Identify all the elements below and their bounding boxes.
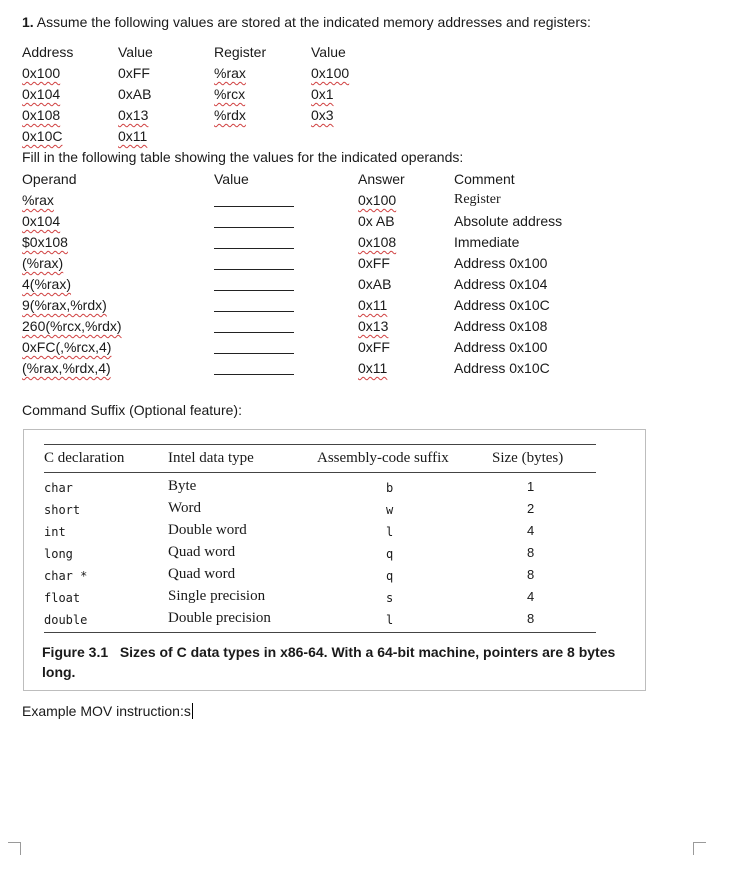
- figure-suffix: l: [386, 525, 394, 539]
- operand-cell: %rax: [22, 192, 54, 208]
- register-value: 0x100: [311, 65, 350, 81]
- page-corner-mark-left: [8, 842, 21, 855]
- figure-intel: Word: [168, 500, 201, 516]
- operand-cell: 0xFC(,%rcx,4): [22, 339, 112, 355]
- operand-header-answer: Answer: [358, 171, 405, 187]
- figure-size: 2: [527, 501, 535, 516]
- operand-cell: 0x104: [22, 213, 61, 229]
- figure-size: 4: [527, 523, 535, 538]
- memory-value: 0xFF: [118, 65, 150, 81]
- answer-cell: 0xAB: [358, 276, 392, 292]
- example-text: Example MOV instruction:s: [22, 703, 191, 719]
- figure-top-rule: [44, 444, 596, 445]
- figure-decl: char: [44, 481, 73, 495]
- figure-header-suffix: Assembly-code suffix: [317, 450, 449, 466]
- operand-header-operand: Operand: [22, 171, 77, 187]
- value-blank[interactable]: [214, 206, 294, 207]
- register-value: 0x3: [311, 107, 334, 123]
- figure-size: 8: [527, 567, 535, 582]
- comment-cell: Address 0x100: [454, 339, 548, 355]
- figure-decl: long: [44, 547, 73, 561]
- figure-suffix: q: [386, 569, 394, 583]
- memory-header-register: Register: [214, 44, 267, 60]
- comment-cell: Immediate: [454, 234, 520, 250]
- figure-intel: Single precision: [168, 588, 266, 604]
- question-text: Assume the following values are stored at the indicated memory addresses and registers:: [33, 14, 591, 30]
- figure-suffix: b: [386, 481, 394, 495]
- figure-3-1-image: [23, 429, 646, 691]
- figure-intel: Quad word: [168, 544, 236, 560]
- operand-cell: 260(%rcx,%rdx): [22, 318, 122, 334]
- value-blank[interactable]: [214, 353, 294, 354]
- figure-intel: Quad word: [168, 566, 236, 582]
- value-blank[interactable]: [214, 290, 294, 291]
- register-name: %rax: [214, 65, 246, 81]
- suffix-heading: Command Suffix (Optional feature):: [22, 402, 242, 418]
- figure-suffix: q: [386, 547, 394, 561]
- figure-intel: Double precision: [168, 610, 271, 626]
- question-number: 1.: [22, 14, 34, 30]
- comment-cell: Address 0x10C: [454, 360, 550, 376]
- value-blank[interactable]: [214, 227, 294, 228]
- comment-cell: Address 0x104: [454, 276, 548, 292]
- operand-cell: 9(%rax,%rdx): [22, 297, 107, 313]
- figure-intel: Double word: [168, 522, 247, 538]
- value-blank[interactable]: [214, 248, 294, 249]
- memory-header-address: Address: [22, 44, 74, 60]
- figure-size: 8: [527, 545, 535, 560]
- comment-cell: Address 0x108: [454, 318, 548, 334]
- comment-cell: Absolute address: [454, 213, 563, 229]
- figure-header-rule: [44, 472, 596, 473]
- figure-decl: short: [44, 503, 81, 517]
- figure-caption-title: Sizes of C data types in x86-64.: [119, 644, 328, 660]
- figure-suffix: w: [386, 503, 394, 517]
- operand-header-comment: Comment: [454, 171, 515, 187]
- value-blank[interactable]: [214, 332, 294, 333]
- comment-cell: Address 0x100: [454, 255, 548, 271]
- answer-cell: 0x11: [358, 297, 388, 313]
- answer-cell: 0x13: [358, 318, 389, 334]
- figure-header-size: Size (bytes): [492, 450, 564, 466]
- memory-header-reg-value: Value: [311, 44, 346, 60]
- figure-size: 4: [527, 589, 535, 604]
- example-line[interactable]: [22, 703, 193, 719]
- memory-address: 0x10C: [22, 128, 63, 144]
- operand-cell: 4(%rax): [22, 276, 72, 292]
- page-corner-mark-right: [693, 842, 706, 855]
- figure-caption-text: With a 64-bit machine, pointers are 8 bytes long.: [42, 644, 616, 680]
- figure-caption-label: Figure 3.1: [42, 644, 109, 660]
- figure-bottom-rule: [44, 632, 596, 633]
- operand-cell: (%rax): [22, 255, 64, 271]
- memory-address: 0x104: [22, 86, 61, 102]
- operand-header-value: Value: [214, 171, 249, 187]
- figure-decl: double: [44, 613, 88, 627]
- register-name: %rdx: [214, 107, 246, 123]
- figure-size: 1: [527, 479, 535, 494]
- value-blank[interactable]: [214, 311, 294, 312]
- comment-cell: Address 0x10C: [454, 297, 550, 313]
- figure-intel: Byte: [168, 478, 197, 494]
- register-name: %rcx: [214, 86, 246, 102]
- memory-value: 0x13: [118, 107, 149, 123]
- memory-value: 0x11: [118, 128, 148, 144]
- figure-decl: int: [44, 525, 66, 539]
- register-value: 0x1: [311, 86, 334, 102]
- memory-value: 0xAB: [118, 86, 152, 102]
- answer-cell: 0xFF: [358, 255, 390, 271]
- figure-decl: char *: [44, 569, 88, 583]
- operand-cell: (%rax,%rdx,4): [22, 360, 111, 376]
- memory-address: 0x100: [22, 65, 61, 81]
- figure-suffix: l: [386, 613, 394, 627]
- answer-cell: 0xFF: [358, 339, 390, 355]
- answer-cell: 0x11: [358, 360, 388, 376]
- value-blank[interactable]: [214, 269, 294, 270]
- figure-header-intel: Intel data type: [168, 450, 254, 466]
- figure-header-decl: C declaration: [44, 450, 125, 466]
- memory-header-value: Value: [118, 44, 153, 60]
- answer-cell: 0x AB: [358, 213, 395, 229]
- comment-cell: Register: [454, 192, 501, 207]
- instruction-text: Fill in the following table showing the values for the indicated operands:: [22, 149, 464, 165]
- answer-cell: 0x108: [358, 234, 397, 250]
- text-cursor: [192, 703, 193, 719]
- figure-suffix: s: [386, 591, 394, 605]
- figure-caption: [42, 642, 642, 682]
- answer-cell: 0x100: [358, 192, 397, 208]
- figure-decl: float: [44, 591, 81, 605]
- question-line: [22, 14, 591, 30]
- value-blank[interactable]: [214, 374, 294, 375]
- operand-cell: $0x108: [22, 234, 68, 250]
- figure-size: 8: [527, 611, 535, 626]
- memory-address: 0x108: [22, 107, 61, 123]
